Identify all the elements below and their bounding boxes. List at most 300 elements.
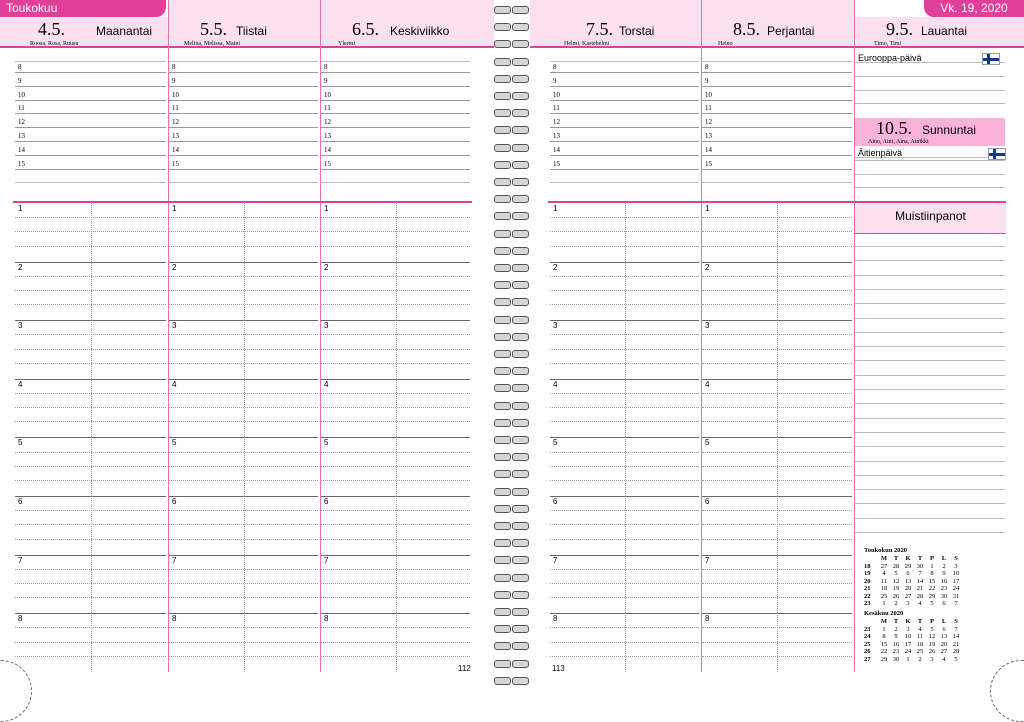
notes-line bbox=[855, 489, 1005, 490]
spiral-ring-icon bbox=[494, 367, 530, 376]
calendar-head-cell: L bbox=[941, 555, 947, 562]
week-number: 23 bbox=[864, 625, 871, 633]
block-label: 3 bbox=[553, 321, 558, 331]
spiral-ring-icon bbox=[494, 6, 530, 15]
calendar-day: 20 bbox=[940, 640, 948, 648]
spiral-ring-icon bbox=[494, 230, 530, 239]
notes-line bbox=[855, 503, 1005, 504]
week-number: 23 bbox=[864, 600, 871, 607]
dotted-divider bbox=[777, 320, 778, 379]
hour-line bbox=[15, 86, 166, 87]
week-number: 20 bbox=[864, 577, 871, 585]
hour-line bbox=[321, 86, 470, 87]
hour-label: 8 bbox=[324, 63, 328, 71]
spiral-ring-icon bbox=[494, 109, 530, 118]
calendar-day: 22 bbox=[880, 648, 888, 655]
hour-line bbox=[702, 61, 852, 62]
finnish-flag-icon bbox=[988, 148, 1006, 160]
block-label: 4 bbox=[705, 379, 710, 389]
column-divider bbox=[701, 0, 702, 672]
hour-line bbox=[702, 155, 852, 156]
column-divider bbox=[854, 0, 855, 672]
calendar-day: 5 bbox=[894, 570, 898, 577]
name-day-names: Melina, Melissa, Maini bbox=[184, 41, 240, 47]
dotted-divider bbox=[396, 262, 397, 321]
hour-line bbox=[169, 72, 318, 73]
hour-label: 10 bbox=[553, 90, 560, 99]
hour-label: 12 bbox=[172, 118, 179, 127]
dotted-divider bbox=[625, 613, 626, 672]
block-label: 4 bbox=[553, 379, 558, 389]
calendar-day: 28 bbox=[916, 592, 924, 600]
dotted-divider bbox=[777, 203, 778, 262]
hour-line bbox=[15, 113, 166, 114]
dotted-divider bbox=[777, 613, 778, 672]
calendar-day: 5 bbox=[954, 655, 958, 663]
calendar-day: 11 bbox=[880, 577, 888, 585]
calendar-head-cell: T bbox=[893, 618, 899, 625]
day-number: 7.5. bbox=[586, 19, 613, 39]
spiral-ring-icon bbox=[494, 298, 530, 307]
event-line bbox=[855, 103, 1005, 104]
calendar-row bbox=[864, 656, 962, 664]
hour-label: 9 bbox=[553, 76, 557, 85]
calendar-day: 1 bbox=[930, 562, 934, 570]
calendar-day: 3 bbox=[930, 655, 934, 663]
week-number: 19 bbox=[864, 570, 871, 577]
block-label: 8 bbox=[553, 614, 558, 624]
calendar-head-cell: M bbox=[880, 555, 888, 562]
calendar-head-row bbox=[864, 555, 962, 563]
hour-line bbox=[321, 155, 470, 156]
block-label: 2 bbox=[18, 262, 23, 272]
block-label: 8 bbox=[172, 614, 177, 624]
hour-line bbox=[15, 100, 166, 101]
spiral-ring-icon bbox=[494, 333, 530, 342]
block-label: 1 bbox=[705, 204, 710, 213]
hour-label: 10 bbox=[324, 90, 331, 99]
dotted-divider bbox=[625, 555, 626, 614]
hour-line bbox=[550, 182, 699, 183]
calendar-day: 13 bbox=[940, 633, 948, 640]
finnish-flag-icon bbox=[982, 53, 1000, 65]
mini-calendar-june bbox=[864, 610, 962, 663]
calendar-day: 2 bbox=[894, 625, 898, 633]
calendar-day: 26 bbox=[892, 592, 900, 600]
dotted-divider bbox=[91, 262, 92, 321]
hour-label: 15 bbox=[553, 159, 560, 168]
calendar-title: Toukokuu 2020 bbox=[864, 547, 907, 554]
dotted-divider bbox=[625, 437, 626, 496]
hour-line bbox=[550, 141, 699, 142]
mini-calendar-may bbox=[864, 547, 962, 608]
hour-line bbox=[321, 182, 470, 183]
block-label: 7 bbox=[553, 555, 558, 565]
spiral-ring-icon bbox=[494, 642, 530, 651]
calendar-head-cell bbox=[864, 555, 878, 563]
hour-label: 10 bbox=[705, 90, 712, 99]
hour-line bbox=[702, 86, 852, 87]
notes-line bbox=[855, 446, 1005, 447]
calendar-row bbox=[864, 563, 962, 571]
calendar-head-cell: T bbox=[917, 555, 923, 562]
block-label: 5 bbox=[324, 438, 329, 448]
calendar-day: 25 bbox=[916, 648, 924, 655]
calendar-day: 30 bbox=[892, 655, 900, 663]
hour-label: 11 bbox=[553, 104, 560, 113]
day-name: Lauantai bbox=[921, 24, 968, 38]
day-number: 9.5. bbox=[886, 19, 913, 39]
hour-line bbox=[550, 169, 699, 170]
spiral-ring-icon bbox=[494, 625, 530, 634]
spiral-ring-icon bbox=[494, 677, 530, 686]
hour-line bbox=[550, 155, 699, 156]
spiral-ring-icon bbox=[494, 453, 530, 462]
calendar-day: 3 bbox=[906, 600, 910, 607]
block-label: 2 bbox=[705, 262, 710, 272]
notes-line bbox=[855, 246, 1005, 247]
calendar-head-cell: T bbox=[893, 555, 899, 562]
hour-label: 12 bbox=[553, 118, 560, 127]
notes-line bbox=[855, 303, 1005, 304]
calendar-day: 17 bbox=[904, 640, 912, 648]
calendar-day: 7 bbox=[954, 600, 958, 607]
day-name: Sunnuntai bbox=[922, 123, 977, 137]
spiral-ring-icon bbox=[494, 574, 530, 583]
hour-line bbox=[169, 113, 318, 114]
hour-label: 14 bbox=[705, 145, 712, 154]
calendar-row bbox=[864, 641, 962, 649]
calendar-row bbox=[864, 570, 962, 578]
block-label: 8 bbox=[705, 614, 710, 624]
dotted-divider bbox=[91, 320, 92, 379]
calendar-day: 23 bbox=[940, 585, 948, 592]
block-label: 3 bbox=[705, 321, 710, 331]
spiral-ring-icon bbox=[494, 660, 530, 669]
calendar-head-cell: T bbox=[917, 618, 923, 625]
spiral-ring-icon bbox=[494, 316, 530, 325]
calendar-day: 8 bbox=[882, 633, 886, 640]
hour-label: 14 bbox=[18, 145, 25, 154]
calendar-day: 4 bbox=[918, 600, 922, 607]
spiral-ring-icon bbox=[494, 402, 530, 411]
hour-label: 11 bbox=[18, 104, 25, 113]
calendar-day: 28 bbox=[892, 562, 900, 570]
hour-label: 15 bbox=[705, 159, 712, 168]
block-label: 3 bbox=[18, 321, 23, 331]
hour-label: 13 bbox=[705, 132, 712, 140]
notes-line bbox=[855, 360, 1005, 361]
event-line bbox=[855, 160, 1005, 161]
hour-line bbox=[15, 141, 166, 142]
calendar-day: 10 bbox=[904, 633, 912, 640]
hour-label: 9 bbox=[18, 76, 22, 85]
day-name: Perjantai bbox=[767, 24, 815, 38]
block-label: 8 bbox=[18, 614, 23, 624]
calendar-head-cell: S bbox=[954, 555, 958, 562]
hour-line bbox=[702, 182, 852, 183]
calendar-day: 2 bbox=[942, 562, 946, 570]
week-number: 24 bbox=[864, 633, 871, 640]
calendar-day: 24 bbox=[904, 648, 912, 655]
calendar-day: 26 bbox=[928, 648, 936, 655]
hour-line bbox=[702, 141, 852, 142]
name-day-names: Timo, Timi bbox=[874, 41, 902, 47]
dotted-divider bbox=[91, 437, 92, 496]
dotted-divider bbox=[244, 203, 245, 262]
hour-line bbox=[702, 72, 852, 73]
hour-line bbox=[169, 169, 318, 170]
spiral-ring-icon bbox=[494, 58, 530, 67]
spiral-ring-icon bbox=[494, 470, 530, 479]
calendar-day: 15 bbox=[928, 577, 936, 585]
calendar-day: 27 bbox=[940, 648, 948, 655]
hour-line bbox=[169, 86, 318, 87]
calendar-head-row bbox=[864, 618, 962, 626]
event-line bbox=[855, 174, 1005, 175]
block-label: 3 bbox=[324, 321, 329, 331]
hour-line bbox=[169, 100, 318, 101]
hour-label: 8 bbox=[705, 63, 709, 71]
spiral-ring-icon bbox=[494, 608, 530, 617]
hour-label: 10 bbox=[18, 90, 25, 99]
day-name: Torstai bbox=[619, 24, 655, 38]
calendar-head-cell: M bbox=[880, 618, 888, 625]
block-label: 5 bbox=[553, 438, 558, 448]
hour-label: 14 bbox=[553, 145, 560, 154]
week-number: 25 bbox=[864, 640, 871, 648]
calendar-day: 18 bbox=[880, 585, 888, 592]
spiral-ring-icon bbox=[494, 419, 530, 428]
notes-line bbox=[855, 260, 1005, 261]
hour-label: 12 bbox=[18, 118, 25, 127]
dotted-divider bbox=[625, 320, 626, 379]
calendar-row bbox=[864, 626, 962, 634]
dotted-divider bbox=[244, 262, 245, 321]
spiral-ring-icon bbox=[494, 247, 530, 256]
name-day-names: Roosa, Rosa, Ruusu bbox=[30, 41, 79, 47]
page-number-right: 113 bbox=[552, 664, 565, 673]
hour-label: 15 bbox=[324, 159, 331, 168]
dotted-divider bbox=[625, 496, 626, 555]
notes-line bbox=[855, 475, 1005, 476]
day-number: 8.5. bbox=[733, 19, 760, 39]
hour-line bbox=[702, 127, 852, 128]
hour-line bbox=[321, 141, 470, 142]
hour-line bbox=[169, 155, 318, 156]
calendar-day: 3 bbox=[906, 625, 910, 633]
day-number: 4.5. bbox=[38, 19, 65, 39]
dotted-divider bbox=[244, 379, 245, 438]
spiral-ring-icon bbox=[494, 212, 530, 221]
calendar-day: 4 bbox=[882, 570, 886, 577]
block-label: 1 bbox=[172, 204, 177, 213]
hour-line bbox=[321, 113, 470, 114]
block-label: 5 bbox=[705, 438, 710, 448]
block-label: 2 bbox=[172, 262, 177, 272]
calendar-day: 9 bbox=[942, 570, 946, 577]
calendar-day: 19 bbox=[928, 640, 936, 648]
event-line bbox=[855, 90, 1005, 91]
calendar-row bbox=[864, 600, 962, 608]
hour-line bbox=[550, 127, 699, 128]
name-day-names: Helmi, Kastehelmi bbox=[564, 41, 610, 47]
calendar-day: 27 bbox=[880, 562, 888, 570]
dotted-divider bbox=[625, 379, 626, 438]
hour-label: 15 bbox=[18, 159, 25, 168]
block-label: 2 bbox=[324, 262, 329, 272]
dotted-divider bbox=[396, 496, 397, 555]
hour-label: 14 bbox=[324, 145, 331, 154]
hour-label: 13 bbox=[172, 132, 179, 140]
calendar-day: 25 bbox=[880, 592, 888, 600]
block-label: 1 bbox=[18, 204, 23, 213]
week-number: 21 bbox=[864, 585, 871, 592]
hour-line bbox=[15, 169, 166, 170]
dotted-divider bbox=[396, 613, 397, 672]
dotted-divider bbox=[777, 555, 778, 614]
block-label: 6 bbox=[553, 497, 558, 506]
hour-label: 15 bbox=[172, 159, 179, 168]
dotted-divider bbox=[625, 262, 626, 321]
hour-line bbox=[702, 113, 852, 114]
calendar-day: 24 bbox=[952, 585, 960, 592]
calendar-day: 7 bbox=[918, 570, 922, 577]
calendar-head-cell bbox=[864, 618, 878, 626]
block-label: 6 bbox=[18, 497, 23, 506]
notes-line bbox=[855, 518, 1005, 519]
block-label: 2 bbox=[553, 262, 558, 272]
calendar-head-cell: S bbox=[954, 618, 958, 625]
calendar-day: 5 bbox=[930, 625, 934, 633]
hour-line bbox=[702, 169, 852, 170]
notes-line bbox=[855, 289, 1005, 290]
calendar-day: 4 bbox=[942, 655, 946, 663]
left-page bbox=[0, 0, 494, 694]
spiral-ring-icon bbox=[494, 92, 530, 101]
week-number: 27 bbox=[864, 655, 871, 663]
spiral-ring-icon bbox=[494, 75, 530, 84]
spiral-ring-icon bbox=[494, 436, 530, 445]
notes-line bbox=[855, 403, 1005, 404]
hour-line bbox=[550, 100, 699, 101]
hour-label: 8 bbox=[18, 63, 22, 71]
block-label: 4 bbox=[324, 379, 329, 389]
spiral-ring-icon bbox=[494, 144, 530, 153]
dotted-divider bbox=[91, 379, 92, 438]
hour-label: 13 bbox=[324, 132, 331, 140]
spiral-ring-icon bbox=[494, 161, 530, 170]
calendar-day: 14 bbox=[916, 577, 924, 585]
calendar-day: 19 bbox=[892, 585, 900, 592]
calendar-head-cell: K bbox=[905, 555, 911, 562]
calendar-day: 8 bbox=[930, 570, 934, 577]
hour-label: 8 bbox=[553, 63, 557, 71]
hour-label: 13 bbox=[553, 132, 560, 140]
day-name: Maanantai bbox=[96, 24, 153, 38]
calendar-head-cell: P bbox=[930, 618, 934, 625]
calendar-row bbox=[864, 648, 962, 656]
notes-line bbox=[855, 318, 1005, 319]
hour-label: 13 bbox=[18, 132, 25, 140]
spiral-ring-icon bbox=[494, 591, 530, 600]
block-label: 7 bbox=[172, 555, 177, 565]
notes-line bbox=[855, 332, 1005, 333]
dotted-divider bbox=[91, 555, 92, 614]
notes-line bbox=[855, 418, 1005, 419]
hour-label: 9 bbox=[172, 76, 176, 85]
hour-label: 11 bbox=[172, 104, 179, 113]
hour-line bbox=[321, 72, 470, 73]
dotted-divider bbox=[777, 262, 778, 321]
block-label: 7 bbox=[18, 555, 23, 565]
calendar-day: 1 bbox=[882, 600, 886, 607]
dotted-divider bbox=[91, 613, 92, 672]
block-label: 7 bbox=[705, 555, 710, 565]
block-label: 5 bbox=[18, 438, 23, 448]
dotted-divider bbox=[777, 496, 778, 555]
dotted-divider bbox=[91, 496, 92, 555]
calendar-day: 23 bbox=[892, 648, 900, 655]
calendar-day: 2 bbox=[918, 655, 922, 663]
notes-line bbox=[855, 461, 1005, 462]
calendar-day: 29 bbox=[880, 655, 888, 663]
calendar-day: 3 bbox=[954, 562, 958, 570]
hour-line bbox=[15, 72, 166, 73]
calendar-row bbox=[864, 633, 962, 641]
notes-title: Muistiinpanot bbox=[895, 209, 966, 223]
month-tab[interactable]: Toukokuu bbox=[0, 0, 166, 17]
hour-line bbox=[169, 61, 318, 62]
calendar-day: 29 bbox=[904, 562, 912, 570]
calendar-day: 5 bbox=[930, 600, 934, 607]
calendar-head-cell: L bbox=[941, 618, 947, 625]
notes-line bbox=[855, 275, 1005, 276]
calendar-table bbox=[864, 555, 962, 608]
calendar-row bbox=[864, 585, 962, 593]
week-tab[interactable]: Vk. 19, 2020 bbox=[924, 0, 1024, 17]
dotted-divider bbox=[396, 203, 397, 262]
block-label: 6 bbox=[172, 497, 177, 506]
spiral-ring-icon bbox=[494, 522, 530, 531]
spiral-ring-icon bbox=[494, 539, 530, 548]
hour-label: 8 bbox=[172, 63, 176, 71]
dotted-divider bbox=[91, 203, 92, 262]
hour-line bbox=[169, 127, 318, 128]
hour-label: 12 bbox=[324, 118, 331, 127]
week-number: 22 bbox=[864, 592, 871, 600]
calendar-day: 1 bbox=[882, 625, 886, 633]
notes-line bbox=[855, 346, 1005, 347]
spiral-ring-icon bbox=[494, 281, 530, 290]
calendar-head-cell: K bbox=[905, 618, 911, 625]
hour-line bbox=[321, 61, 470, 62]
calendar-day: 6 bbox=[942, 625, 946, 633]
name-day-names: Aino, Aini, Aina, Ainikki bbox=[868, 139, 929, 145]
hour-label: 11 bbox=[705, 104, 712, 113]
notes-line bbox=[855, 375, 1005, 376]
dotted-divider bbox=[244, 320, 245, 379]
dotted-divider bbox=[396, 555, 397, 614]
day-number: 5.5. bbox=[200, 19, 227, 39]
dotted-divider bbox=[244, 555, 245, 614]
calendar-day: 28 bbox=[952, 648, 960, 655]
notes-line bbox=[855, 389, 1005, 390]
calendar-day: 15 bbox=[880, 640, 888, 648]
calendar-day: 17 bbox=[952, 577, 960, 585]
spiral-ring-icon bbox=[494, 40, 530, 49]
calendar-head-cell: P bbox=[930, 555, 934, 562]
